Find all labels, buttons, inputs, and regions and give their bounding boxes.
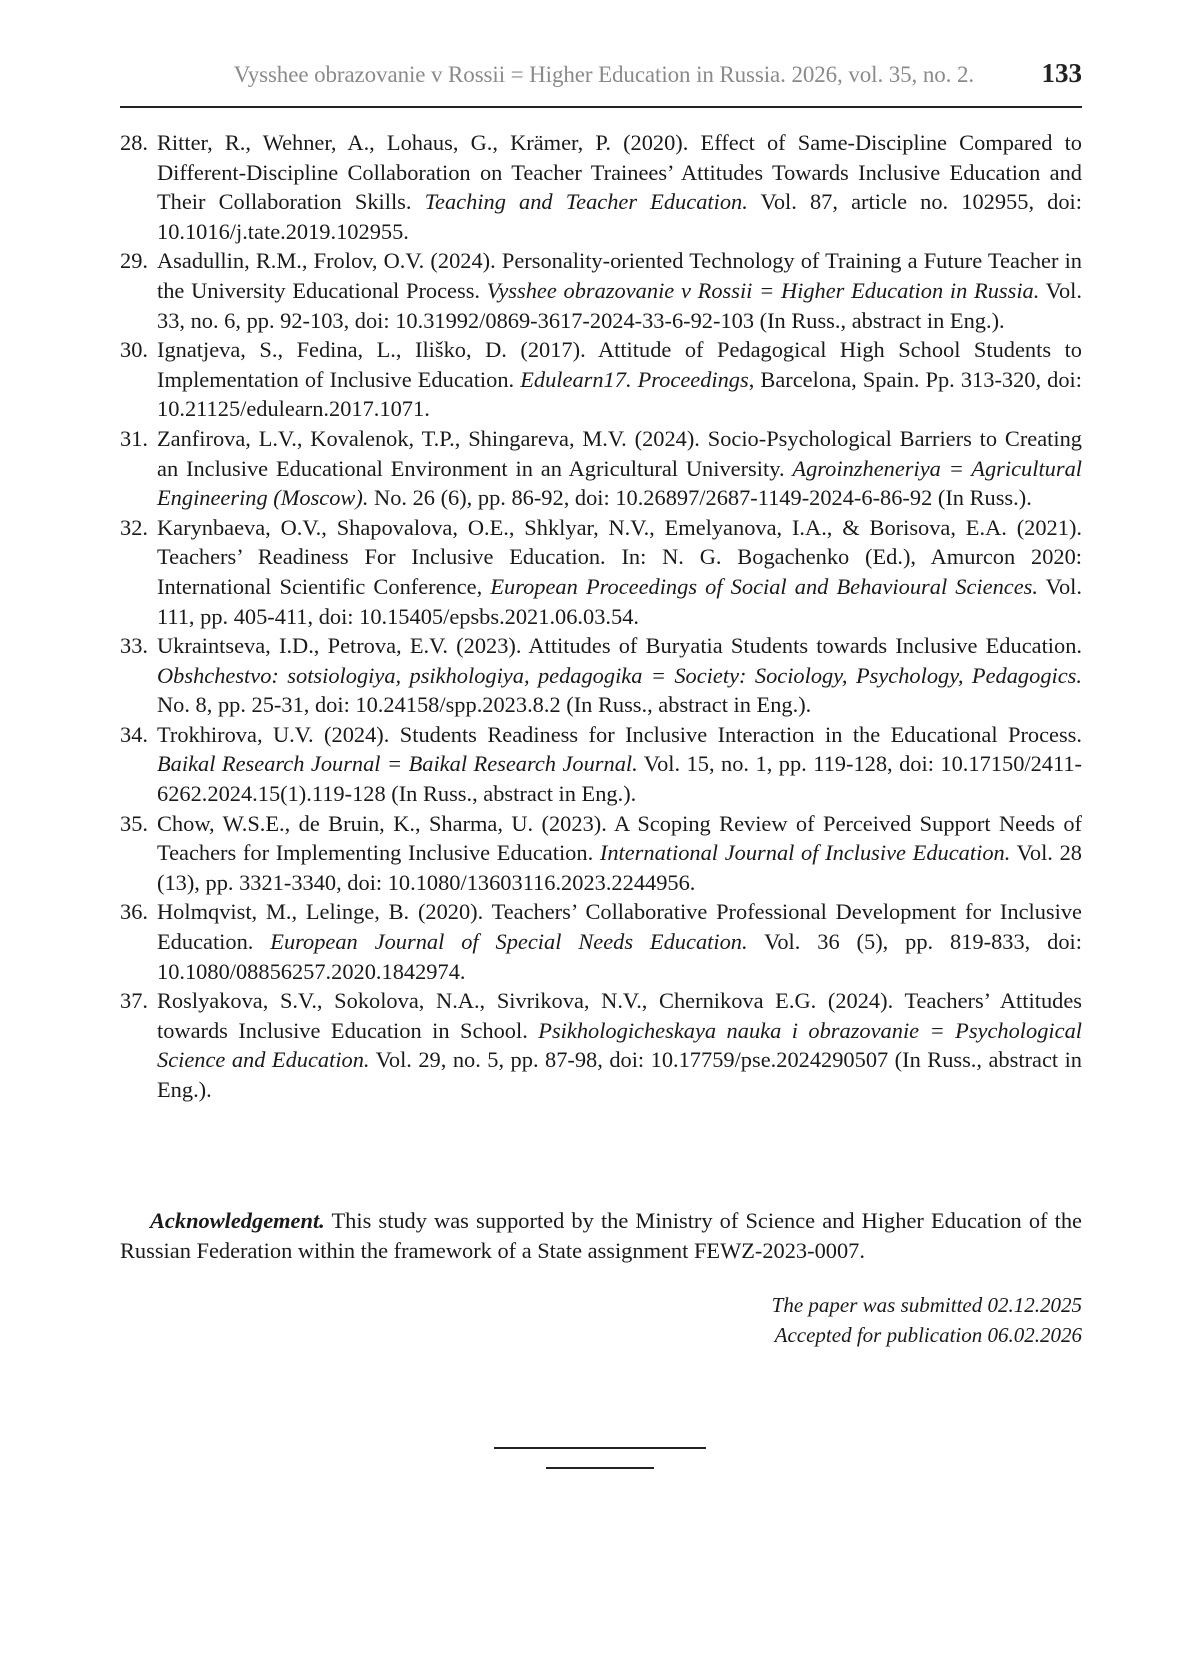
reference-number: 29. xyxy=(120,248,148,274)
reference-details: Vol. 36 (5), pp. 819-833, doi: 10.1080/08856257.2020.1842974. xyxy=(157,929,1082,984)
reference-number: 28. xyxy=(120,130,148,155)
reference-item xyxy=(120,809,1082,898)
reference-item xyxy=(120,720,1082,809)
reference-details: , Barcelona, Spain. Pp. 313-320, doi: 10.21125/edulearn.2017.1071. xyxy=(157,366,1082,422)
page-number: 133 xyxy=(1041,58,1082,88)
reference-text: Ukraintseva, I.D., Petrova, E.V. (2023). Attitudes of Buryatia Students towards Inclusive Education. xyxy=(157,633,1082,659)
running-header xyxy=(120,58,1082,108)
reference-item xyxy=(120,246,1082,335)
acknowledgement xyxy=(120,1206,1082,1265)
reference-text: Asadullin, R.M., Frolov, O.V. (2024). Personality-oriented Technology of Training a Future Teacher in the University Educational Process. xyxy=(157,248,1082,303)
reference-item xyxy=(120,128,1082,246)
reference-source: Baikal Research Journal = Baikal Research Journal. xyxy=(157,751,638,777)
reference-text: Zanfirova, L.V., Kovalenok, T.P., Shingareva, M.V. (2024). Socio-Psychological Barriers to Creating an Inclusive Educational Environment in an Agricultural University. xyxy=(157,425,1082,481)
reference-number: 35. xyxy=(120,810,148,836)
reference-text: Chow, W.S.E., de Bruin, K., Sharma, U. (2023). A Scoping Review of Perceived Support Needs of Teachers for Implementing Inclusive Education. xyxy=(157,810,1082,866)
reference-list xyxy=(120,128,1082,1105)
reference-source: International Journal of Inclusive Education. xyxy=(599,840,1011,866)
reference-item xyxy=(120,631,1082,720)
reference-number: 37. xyxy=(120,988,148,1014)
reference-source: Agroinzheneriya = Agricultural Engineering (Moscow). xyxy=(157,455,1082,511)
reference-number: 33. xyxy=(120,633,148,659)
reference-source: European Journal of Special Needs Education. xyxy=(270,929,748,955)
reference-source: Edulearn17. Proceedings xyxy=(520,366,749,392)
acknowledgement-text: This study was supported by the Ministry of Science and Higher Education of the Russian Federation within the framework of a State assignment FEWZ-2023-0007. xyxy=(120,1208,1082,1263)
reference-text: Trokhirova, U.V. (2024). Students Readiness for Inclusive Interaction in the Educational Process. xyxy=(157,721,1082,747)
journal-title: Vysshee obrazovanie v Rossii = Higher Education in Russia. 2026, vol. 35, no. 2. xyxy=(233,62,974,87)
reference-text: Ignatjeva, S., Fedina, L., Iliško, D. (2017). Attitude of Pedagogical High School Students to Implementation of Inclusive Education. xyxy=(157,337,1082,392)
reference-source: Vysshee obrazovanie v Rossii = Higher Education in Russia. xyxy=(486,277,1040,303)
reference-item xyxy=(120,986,1082,1104)
publication-dates xyxy=(772,1290,1082,1350)
reference-source: Teaching and Teacher Education. xyxy=(424,189,748,215)
reference-source: European Proceedings of Social and Behavioural Sciences. xyxy=(490,573,1038,599)
reference-details: Vol. 15, no. 1, pp. 119-128, doi: 10.17150/2411-6262.2024.15(1).119-128 (In Russ., abstract in Eng.). xyxy=(157,751,1083,807)
reference-details: No. 26 (6), pp. 86-92, doi: 10.26897/2687-1149-2024-6-86-92 (In Russ.). xyxy=(368,485,1032,511)
submitted-date: The paper was submitted 02.12.2025 xyxy=(771,1293,1082,1317)
reference-text: Ritter, R., Wehner, A., Lohaus, G., Krämer, P. (2020). Effect of Same-Discipline Compared to Different-Discipline Collaboration on Teacher Trainees’ Attitudes Towards Inclusive Education and Their Collaboration Skills. xyxy=(157,130,1082,215)
reference-source: Obshchestvo: sotsiologiya, psikhologiya, pedagogika = Society: Sociology, Psychology, Pedagogics. xyxy=(157,662,1082,688)
reference-number: 36. xyxy=(120,899,148,925)
reference-item xyxy=(120,424,1082,513)
acknowledgement-label: Acknowledgement. xyxy=(150,1208,325,1233)
reference-text: Karynbaeva, O.V., Shapovalova, O.E., Shklyar, N.V., Emelyanova, I.A., & Borisova, E.A. (2021). Teachers’ Readiness For Inclusive Education. In: N. G. Bogachenko (Ed.), Amurcon 2020: International Scientific Conference, xyxy=(157,514,1082,599)
reference-number: 34. xyxy=(120,721,148,747)
end-rule-long xyxy=(494,1447,706,1449)
reference-details: Vol. 28 (13), pp. 3321-3340, doi: 10.1080/13603116.2023.2244956. xyxy=(157,840,1082,895)
reference-text: Roslyakova, S.V., Sokolova, N.A., Sivrikova, N.V., Chernikova E.G. (2024). Teachers’ Attitudes towards Inclusive Education in School. xyxy=(157,988,1082,1043)
reference-item xyxy=(120,335,1082,424)
end-rule-short xyxy=(546,1467,654,1469)
reference-item xyxy=(120,513,1082,631)
reference-details: Vol. 33, no. 6, pp. 92-103, doi: 10.31992/0869-3617-2024-33-6-92-103 (In Russ., abstract in Eng.). xyxy=(157,277,1082,333)
reference-item xyxy=(120,897,1082,986)
reference-number: 32. xyxy=(120,514,148,540)
accepted-date: Accepted for publication 06.02.2026 xyxy=(774,1323,1082,1347)
reference-details: Vol. 87, article no. 102955, doi: 10.1016/j.tate.2019.102955. xyxy=(157,189,1082,244)
reference-source: Psikhologicheskaya nauka i obrazovanie = Psychological Science and Education. xyxy=(157,1017,1082,1073)
reference-details: Vol. 111, pp. 405-411, doi: 10.15405/epsbs.2021.06.03.54. xyxy=(157,573,1082,629)
reference-number: 31. xyxy=(120,425,148,451)
reference-details: No. 8, pp. 25-31, doi: 10.24158/spp.2023.8.2 (In Russ., abstract in Eng.). xyxy=(157,692,812,718)
reference-number: 30. xyxy=(120,337,148,363)
reference-details: Vol. 29, no. 5, pp. 87-98, doi: 10.17759/pse.2024290507 (In Russ., abstract in Eng.). xyxy=(157,1047,1082,1102)
reference-text: Holmqvist, M., Lelinge, B. (2020). Teachers’ Collaborative Professional Development for Inclusive Education. xyxy=(157,899,1082,955)
